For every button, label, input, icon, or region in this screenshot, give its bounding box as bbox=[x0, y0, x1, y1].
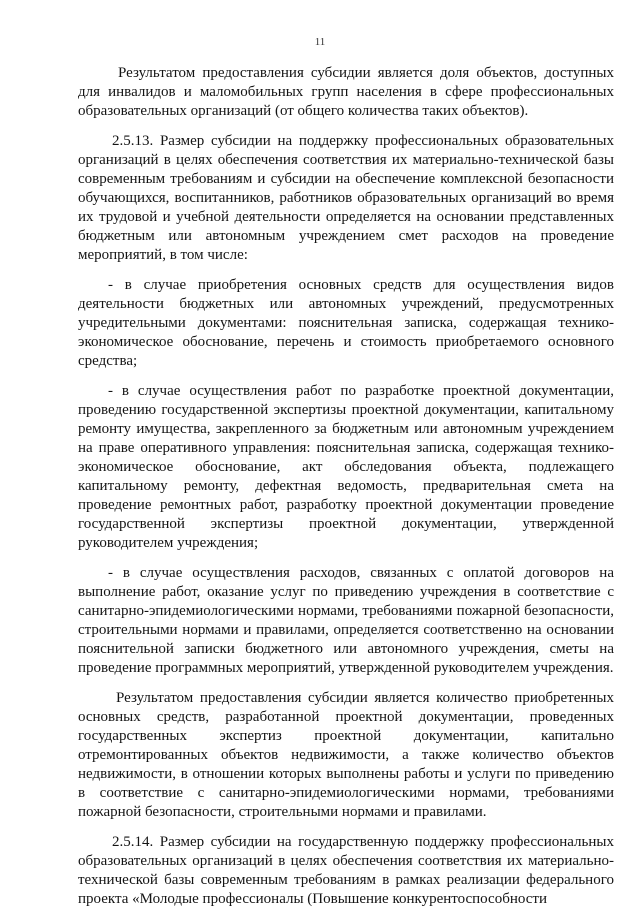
paragraph-clause-2-5-14: 2.5.14. Размер субсидии на государственную поддержку профессиональных образовательных организаций в целях обеспечения соответствия их материально-технической базы современным требованиям в рамках реализации федерального проекта «Молодые профессионалы (Повышение конкурентоспособности bbox=[78, 834, 614, 907]
paragraph-subsidy-result-accessibility: Результатом предоставления субсидии является доля объектов, доступных для инвалидов и маломобильных групп населения в сфере профессиональных образовательных организаций (от общего количества таких объектов). bbox=[78, 65, 614, 119]
paragraph-clause-2-5-13: 2.5.13. Размер субсидии на поддержку профессиональных образовательных организаций в целях обеспечения соответствия их материально-технической базы современным требованиям и субсидии на обеспечение комплексной безопасности обучающихся, воспитанников, работников образовательных организаций во время их трудовой и учебной деятельности определяется на основании представленных бюджетным или автономным учреждением смет расходов на проведение мероприятий, в том числе: bbox=[78, 133, 614, 263]
page-number: 11 bbox=[314, 36, 326, 48]
paragraph-subsidy-result-quantities: Результатом предоставления субсидии является количество приобретенных основных средств, разработанной проектной документации, проведенных государственных экспертиз проектной документации, капитально отремонтированных объектов недвижимости, а также количество объектов недвижимости, в отношении которых выполнены работы и услуги по приведению в соответствие с санитарно-эпидемиологическими нормами, требованиями пожарной безопасности, строительными нормами и правилами. bbox=[78, 690, 614, 820]
paragraph-project-documentation-repair: - в случае осуществления работ по разработке проектной документации, проведению государственной экспертизы проектной документации, капитальному ремонту имущества, закрепленного за бюджетным или автономным учреждением на праве оперативного управления: пояснительная записка, содержащая технико-экономическое обоснование, акт обследования объекта, подлежащего капитальному ремонту, дефектная ведомость, предварительная смета на проведение ремонтных работ, разработку проектной документации проведение государственной экспертизы проектной документации, утвержденной руководителем учреждения; bbox=[78, 383, 614, 551]
paragraph-sanitary-fire-safety-works: - в случае осуществления расходов, связанных с оплатой договоров на выполнение работ, оказание услуг по приведению учреждения в соответствие с санитарно-эпидемиологическими нормами, требованиями пожарной безопасности, строительными нормами и правилами, определяется соответственно на основании пояснительной записки бюджетного или автономного учреждения, сметы на проведение программных мероприятий, утвержденной руководителем учреждения. bbox=[78, 565, 614, 676]
paragraph-fixed-assets-purchase: - в случае приобретения основных средств для осуществления видов деятельности бюджетных или автономных учреждений, предусмотренных учредительными документами: пояснительная записка, содержащая технико-экономическое обоснование, перечень и стоимость приобретаемого основного средства; bbox=[78, 277, 614, 369]
document-body bbox=[78, 64, 614, 909]
